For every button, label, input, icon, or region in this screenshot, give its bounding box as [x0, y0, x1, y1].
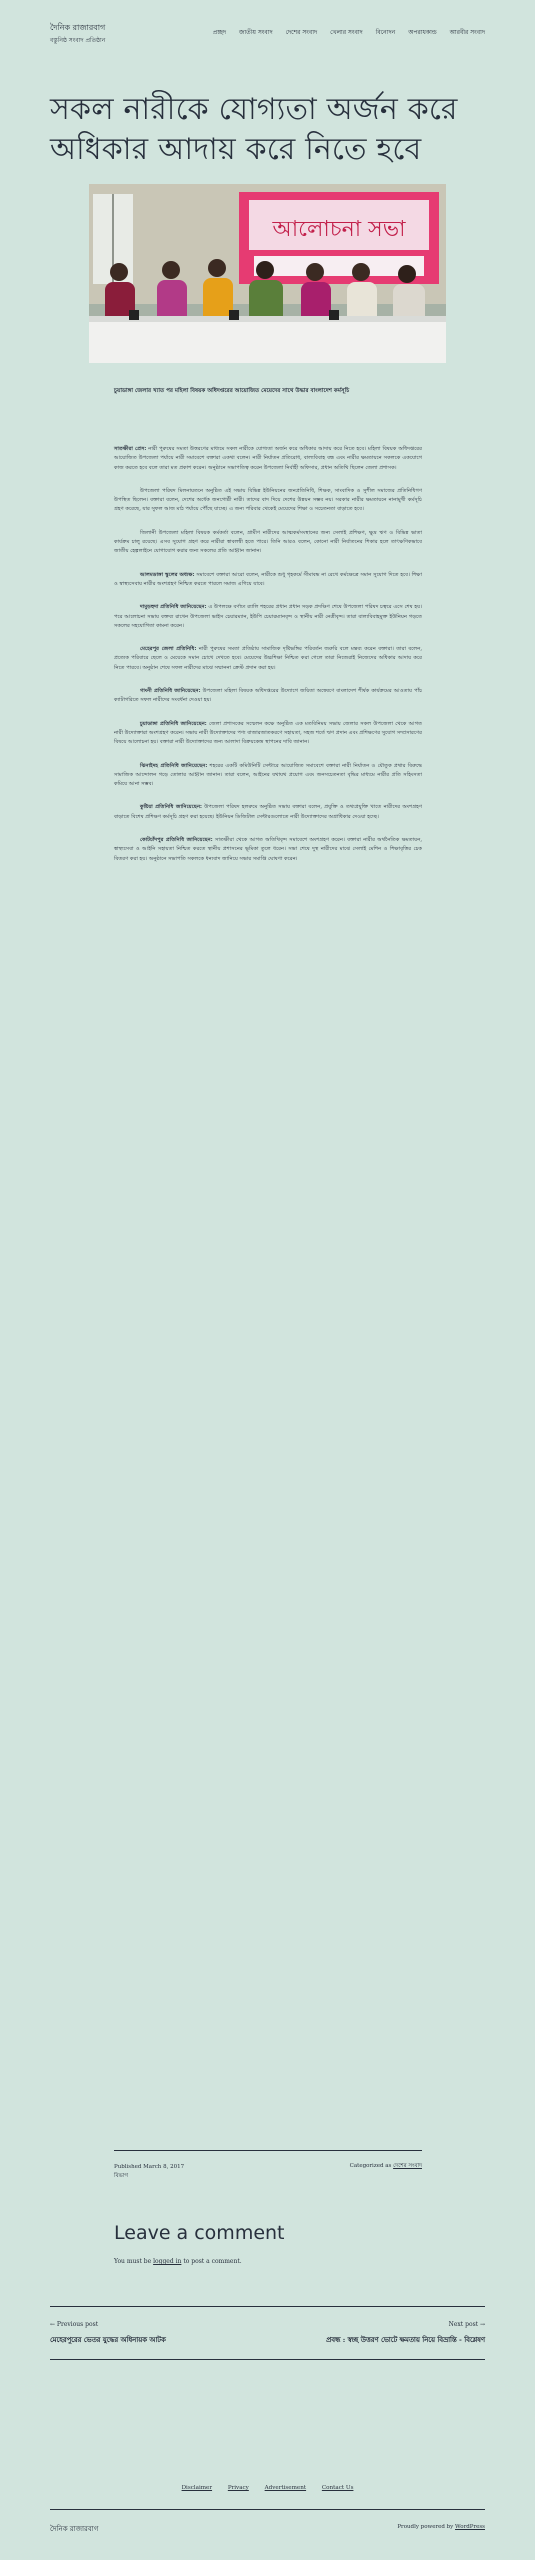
nav-item-arabic[interactable]: আরবীর সংবাদ [449, 29, 485, 36]
site-description: বস্তুনিষ্ঠ সংবাদ প্রতিষ্ঠান [50, 37, 106, 44]
paragraph [114, 571, 422, 590]
site-info [50, 2509, 485, 2540]
next-post-link[interactable] [326, 2321, 485, 2346]
nav-item-national[interactable]: জাতীয় সংবাদ [239, 29, 273, 36]
paragraph [114, 645, 422, 673]
footer-link-advertisement[interactable]: Advertisement [264, 2485, 307, 2491]
paragraph [114, 720, 422, 748]
footer-link-privacy[interactable]: Privacy [227, 2485, 249, 2491]
post-navigation [50, 2306, 485, 2360]
paragraph-lead: কোটচাঁদপুর প্রতিনিধি জানিয়েছেন: [140, 837, 213, 844]
image-caption: চুয়াডাঙ্গা জেলার খ্যাত পর মহিলা বিষয়ক অধিদপ্তরের আয়োজিত মেয়েদের সাথে উদ্ধার বাংলাদেশ কর্মসূচি [114, 388, 350, 394]
login-link[interactable]: logged in [153, 2258, 182, 2265]
powered-by-prefix: Proudly powered by [397, 2524, 454, 2530]
paragraph [114, 603, 422, 631]
paragraph [114, 529, 422, 557]
nav-item-home[interactable]: প্রচ্ছদ [212, 29, 227, 36]
login-note-prefix: You must be [114, 2258, 152, 2265]
next-post-title[interactable]: প্রবন্ধ : স্বচ্ছ উত্তরণ ভোটে ক্ষমতায় নিয়ে বিভ্রান্তি - বিশ্লেষণ [326, 2336, 485, 2344]
paragraph-text: উপজেলা মহিলা বিষয়ক অধিদপ্তরের উদ্যোগে জয়িতা অন্বেষণে বাংলাদেশ শীর্ষক কার্যক্রমের আওতায় পাঁচ ক্যাটাগরিতে সফল নারীদের সংবর্ধনা দেওয়া হয়। [114, 688, 422, 704]
paragraph-text: উপজেলা পরিষদ মিলনায়তনে অনুষ্ঠিত এই সভায় বিভিন্ন ইউনিয়নের জনপ্রতিনিধি, শিক্ষক, সাংবাদিক ও সুশীল সমাজের প্রতিনিধিগণ উপস্থিত ছিলেন। বক্তারা বলেন, দেশের অর্ধেক জনগোষ্ঠী নারী। তাদের বাদ দিয়ে দেশের উন্নয়ন সম্ভব নয়। সরকার নারীর ক্ষমতায়নে নানামুখী কর্মসূচি গ্রহণ করেছে, যার সুফল আজ মাঠ পর্যায়ে পৌঁছে যাচ্ছে। এ জন্য পরিবার থেকেই মেয়েদের শিক্ষা ও সচেতনতা বাড়াতে হবে। [114, 487, 422, 513]
primary-nav [213, 27, 485, 38]
paragraph-lead: সাতক্ষীরা প্রেস: [114, 446, 147, 452]
nav-item-country[interactable]: দেশের সংবাদ [285, 29, 318, 36]
paragraph-text: সাতক্ষীরা থেকে আগত অতিথিবৃন্দ সমাবেশে অংশগ্রহণ করেন। বক্তারা নারীর অর্থনৈতিক ক্ষমতায়ন, স্বাস্থ্যসেবা ও আইনি সহায়তা নিশ্চিত করতে স্থানীয় প্রশাসনের ভূমিকা তুলে ধরেন। সভা শেষে দুস্থ নারীদের মাঝে সেলাই মেশিন ও শিক্ষাবৃত্তির চেক বিতরণ করা হয়। অনুষ্ঠানে সভাপতি সকলকে ধন্যবাদ জানিয়ে সভার সমাপ্তি ঘোষণা করেন। [114, 837, 422, 862]
nav-item-crime[interactable]: অপরাধকান্ড [408, 29, 437, 36]
paragraph-lead: ঝিনাইদহ প্রতিনিধি জানিয়েছেন: [140, 762, 208, 769]
nav-item-entertainment[interactable]: বিনোদন [375, 29, 396, 36]
paragraph [114, 487, 422, 515]
post-meta [114, 2163, 184, 2181]
banner-text: আলোচনা সভা [272, 217, 406, 242]
published-date: Published March 8, 2017 [114, 2164, 185, 2170]
featured-image [89, 184, 446, 363]
paragraph-lead: চুয়াডাঙ্গা প্রতিনিধি জানিয়েছেন: [140, 720, 207, 727]
previous-post-label: ← Previous post [50, 2321, 99, 2328]
paragraph-text: জেলা প্রশাসকের সম্মেলন কক্ষে অনুষ্ঠিত এক মতবিনিময় সভায় জেলার সকল উপজেলা থেকে আগত নারী উদ্যোক্তারা অংশগ্রহণ করেন। সভায় নারী উদ্যোক্তাদের পণ্য বাজারজাতকরণে সহায়তা, সহজ শর্তে ঋণ প্রদান এবং প্রশিক্ষণের সুযোগ সম্প্রসারণের বিষয়ে আলোচনা হয়। বক্তারা নারী উদ্যোক্তাদের জন্য আলাদা বিক্রয়কেন্দ্র স্থাপনের দাবি জানান। [114, 720, 422, 746]
footer-link-disclaimer[interactable]: Disclaimer [181, 2485, 213, 2491]
powered-by [397, 2524, 485, 2530]
nav-item-sports[interactable]: খেলার সংবাদ [330, 29, 363, 36]
login-note [114, 2258, 422, 2265]
footer-link-contact[interactable]: Contact Us [321, 2485, 354, 2491]
site-title[interactable]: দৈনিক রাজারবাগ [50, 23, 106, 32]
paragraph [114, 445, 422, 473]
footer-site-name[interactable]: দৈনিক রাজারবাগ [50, 2525, 99, 2533]
post-tag[interactable]: বিভাগ [114, 2173, 128, 2179]
paragraph-lead: আলমডাঙ্গা স্কুলের অধ্যক্ষ: [140, 571, 195, 578]
paragraph-lead: গাংনী প্রতিনিধি জানিয়েছেন: [140, 688, 201, 695]
category-link[interactable]: দেশের সংবাদ [393, 2163, 422, 2169]
paragraph-text: উপজেলা পরিষদ হলরুমে অনুষ্ঠিত সভায় বক্তারা বলেন, প্রযুক্তি ও তথ্যপ্রযুক্তি খাতে নারীদের অংশগ্রহণ বাড়াতে বিশেষ প্রশিক্ষণ কর্মসূচি গ্রহণ করা হয়েছে। ইউনিয়ন ডিজিটাল সেন্টারগুলোতে নারী উদ্যোক্তাদের অগ্রাধিকার দেওয়া হচ্ছে। [114, 804, 422, 820]
paragraph [114, 762, 422, 790]
login-note-suffix: to post a comment. [183, 2258, 242, 2265]
paragraph [114, 836, 422, 864]
post-category [350, 2163, 422, 2171]
paragraph-lead: কুষ্টিয়া প্রতিনিধি জানিয়েছেন: [140, 804, 202, 811]
footer-navigation [0, 2485, 535, 2491]
paragraph-text: জিলানী উপজেলা মহিলা বিষয়ক কর্মকর্তা বলেন, গ্রামীণ নারীদের আত্মকর্মসংস্থানের জন্য সেলাই প্রশিক্ষণ, ক্ষুদ্র ঋণ ও বিভিন্ন ভাতা কার্যক্রম চালু রয়েছে। এসব সুযোগ গ্রহণ করে নারীরা স্বাবলম্বী হতে পারে। তিনি আরও বলেন, কোনো নারী নির্যাতনের শিকার হলে তাৎক্ষণিকভাবে জাতীয় হেল্পলাইনে যোগাযোগ করার জন্য সকলের প্রতি আহ্বান জানান। [114, 529, 422, 555]
article-body [114, 445, 422, 878]
paragraph [114, 803, 422, 822]
article-title: সকল নারীকে যোগ্যতা অর্জন করে অধিকার আদায় করে নিতে হবে [50, 92, 458, 167]
paragraph-text: সমাবেশে বক্তারা আরো বলেন, নারীকে শুধু গৃহকর্মে সীমাবদ্ধ না রেখে কর্মক্ষেত্রে সমান সুযোগ দিতে হবে। শিক্ষা ও স্বাস্থ্যসেবায় নারীর অংশগ্রহণ নিশ্চিত করতে পারলে সমাজ এগিয়ে যাবে। [114, 571, 422, 587]
paragraph-text: এ উপলক্ষে বর্ণাঢ্য র‍্যালি শহরের প্রধান প্রধান সড়ক প্রদক্ষিণ শেষে উপজেলা পরিষদ চত্বরে এসে শেষ হয়। পরে আলোচনা সভায় বক্তব্য রাখেন উপজেলা ভাইস চেয়ারম্যান, ইউপি চেয়ারম্যানবৃন্দ ও স্থানীয় নারী নেত্রীবৃন্দ। তারা বাল্যবিবাহমুক্ত ইউনিয়ন গড়তে সকলের সহযোগিতা কামনা করেন। [114, 604, 423, 629]
paragraph [114, 687, 422, 706]
entry-footer [114, 2150, 422, 2179]
comments-section [114, 2222, 422, 2265]
comments-heading: Leave a comment [114, 2222, 285, 2244]
paragraph-lead: দামুড়হুদা প্রতিনিধি জানিয়েছেন: [140, 604, 207, 611]
wordpress-link[interactable]: WordPress [455, 2524, 485, 2530]
categorized-label: Categorized as [349, 2163, 392, 2169]
site-header [50, 22, 485, 62]
previous-post-link[interactable] [50, 2321, 166, 2346]
previous-post-title[interactable]: মেহেরপুরের ভেতর যুদ্ধের অধিনায়ক আটক [50, 2336, 166, 2344]
paragraph-text: নারী পুরুষের সমতা উত্তরণের মাধ্যমে সকল নারীকে যোগ্যতা অর্জন করে অধিকার আদায় করে নিতে হবে। মহিলা বিষয়ক অধিদপ্তরের আয়োজিত উপজেলা পর্যায়ে নারী সমাবেশে বক্তারা একথা বলেন। নারী নির্যাতন প্রতিরোধ, বাল্যবিবাহ বন্ধ এবং নারীর ক্ষমতায়নে সকলকে একযোগে কাজ করতে হবে বলে তারা মত প্রকাশ করেন। অনুষ্ঠানে সভাপতিত্ব করেন উপজেলা নির্বাহী অফিসার, প্রধান অতিথি ছিলেন জেলা প্রশাসক। [114, 446, 422, 471]
next-post-label: Next post → [448, 2321, 485, 2328]
paragraph-lead: মেহেরপুর জেলা প্রতিনিধি: [140, 646, 197, 653]
paragraph-text: শহরের একটি কমিউনিটি সেন্টারে আয়োজিত সমাবেশে বক্তারা নারী নির্যাতন ও যৌতুক প্রথার বিরুদ্ধে সামাজিক আন্দোলন গড়ে তোলার আহ্বান জানান। তারা বলেন, আইনের যথাযথ প্রয়োগ এবং জনসচেতনতা বৃদ্ধির মাধ্যমে নারীর প্রতি সহিংসতা কমিয়ে আনা সম্ভব। [114, 762, 422, 788]
featured-photo-illustration [89, 184, 446, 363]
paragraph-text: নারী পুরুষের সমতা প্রতিষ্ঠায় সামাজিক দৃষ্টিভঙ্গির পরিবর্তন জরুরি বলে মন্তব্য করেন বক্তারা। তারা বলেন, প্রত্যেক পরিবারে ছেলে ও মেয়েকে সমান চোখে দেখতে হবে। মেয়েদের উচ্চশিক্ষা নিশ্চিত করা গেলে তারা নিজেরাই নিজেদের অধিকার আদায় করে নিতে পারবে। অনুষ্ঠান শেষে সফল নারীদের মাঝে সম্মাননা ক্রেস্ট প্রদান করা হয়। [114, 646, 422, 671]
